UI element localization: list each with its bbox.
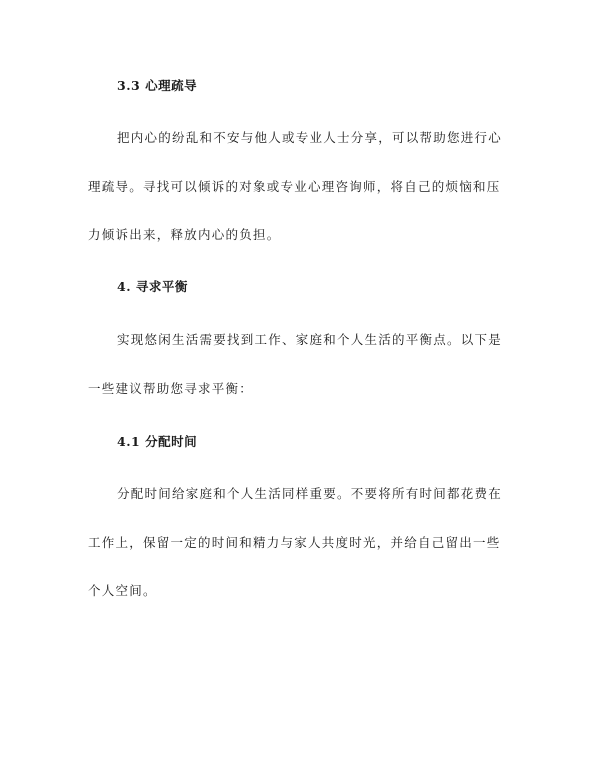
paragraph-line: 个人空间。 — [88, 583, 157, 598]
paragraph-line: 分配时间给家庭和个人生活同样重要。不要将所有时间都花费在 — [117, 486, 503, 501]
paragraph-line: 把内心的纷乱和不安与他人或专业人士分享，可以帮助您进行心 — [117, 130, 503, 145]
section-heading-4-1: 4.1 分配时间 — [117, 434, 198, 449]
paragraph-line: 理疏导。寻找可以倾诉的对象或专业心理咨询师，将自己的烦恼和压 — [88, 179, 501, 194]
paragraph-line: 力倾诉出来，释放内心的负担。 — [88, 227, 281, 242]
paragraph-line: 实现悠闲生活需要找到工作、家庭和个人生活的平衡点。以下是 — [117, 332, 503, 347]
paragraph-line: 一些建议帮助您寻求平衡： — [88, 381, 254, 396]
section-heading-3-3: 3.3 心理疏导 — [117, 78, 198, 93]
section-heading-4: 4. 寻求平衡 — [117, 279, 188, 294]
paragraph-line: 工作上，保留一定的时间和精力与家人共度时光，并给自己留出一些 — [88, 535, 501, 550]
